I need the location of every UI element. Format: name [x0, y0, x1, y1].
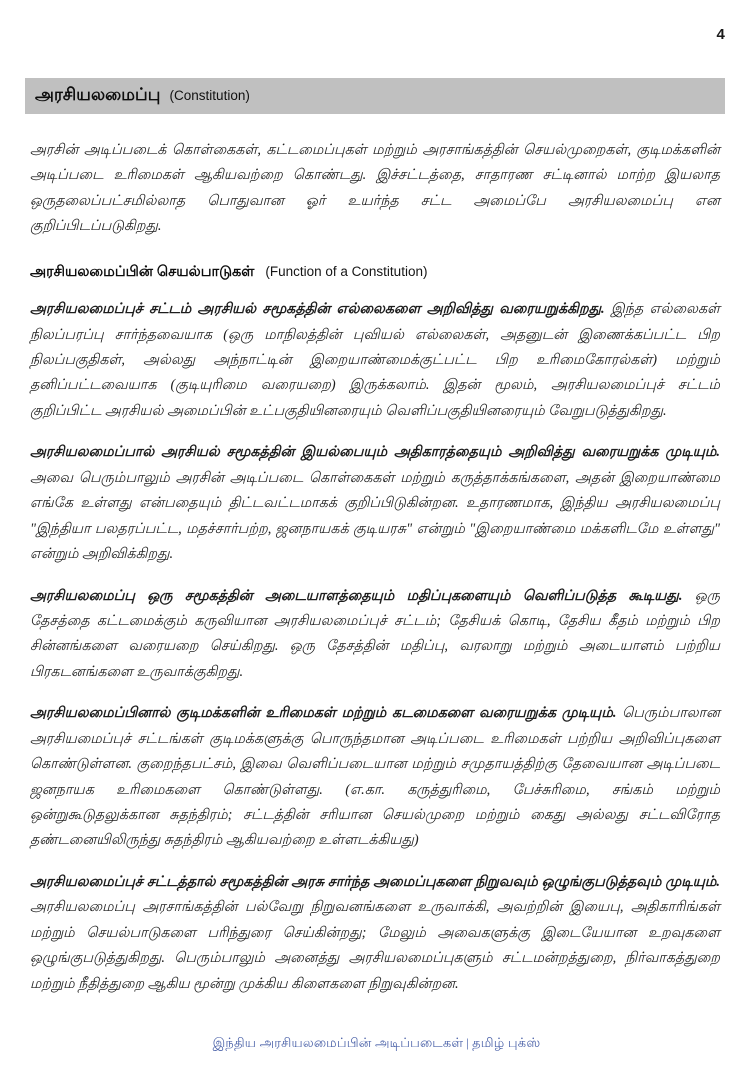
section-title-tamil: அரசியலமைப்பு — [35, 85, 161, 104]
function-body: அவை பெரும்பாலும் அரசின் அடிப்படை கொள்கைகள் மற்றும் கருத்தாக்கங்களை, அதன் இறையாண்மை எங்கே உள்ளது என்பதையும் திட்டவட்டமாகக் குறிப்பிடுகின்றன. உதாரணமாக, இந்திய அரசியலமைப்பு "இந்தியா பலதரப்பட்ட, மதச்சார்பற்ற, ஜனநாயகக் குடியரசு" என்றும் "இறையாண்மை மக்களிடமே உள்ளது" என்றும் அறிவிக்கிறது. — [30, 469, 720, 563]
function-body: பெரும்பாலான அரசியமைப்புச் சட்டங்கள் குடிமக்களுக்கு பொருந்தமான அடிப்படை உரிமைகள் பற்றிய அறிவிப்புகளை கொண்டுள்ளன. குறைந்தபட்சம், இவை வெளிப்படையான மற்றும் சமுதாயத்திற்கு தேவையான அடிப்படை ஜனநாயக உரிமைகளை கொண்டுள்ளது. (எ.கா. கருத்துரிமை, பேச்சுரிமை, சங்கம் மற்றும் ஒன்றுகூடுதலுக்கான சுதந்திரம்; சட்டத்தின் சரியான செயல்முறை மற்றும் கைது அல்லது சட்டவிரோத தண்டனையிலிருந்து சுதந்திரம் ஆகியவற்றை உள்ளடக்கியது) — [30, 705, 720, 849]
intro-paragraph: அரசின் அடிப்படைக் கொள்கைகள், கட்டமைப்புகள் மற்றும் அரசாங்கத்தின் செயல்முறைகள், குடிமக்களின் அடிப்படை உரிமைகள் ஆகியவற்றை கொண்டது. இச்சட்டத்தை, சாதாரண சட்டினால் மாற்ற இயலாத ஒருதலைப்பட்சமில்லாத பொதுவான ஓர் உயர்ந்த சட்ட அமைப்பே அரசியலமைப்பு என குறிப்பிடப்படுகிறது. — [30, 142, 720, 235]
subsection-heading — [30, 262, 725, 281]
function-paragraph — [25, 870, 725, 997]
function-lead: அரசியலமைப்புச் சட்டத்தால் சமூகத்தின் அரசு சார்ந்த அமைப்புகளை நிறுவவும் ஒழுங்குபடுத்தவும் முடியும். — [30, 873, 720, 890]
function-lead: அரசியலமைப்பால் அரசியல் சமூகத்தின் இயல்பையும் அதிகாரத்தையும் அறிவித்து வரையறுக்க முடியும். — [30, 444, 720, 461]
function-lead: அரசியலமைப்புச் சட்டம் அரசியல் சமூகத்தின் எல்லைகளை அறிவித்து வரையறுக்கிறது. — [30, 301, 605, 318]
function-paragraph — [25, 297, 725, 424]
page-number: 4 — [716, 26, 725, 43]
function-paragraph — [25, 440, 725, 567]
function-lead: அரசியலமைப்பு ஒரு சமூகத்தின் அடையாளத்தையும் மதிப்புகளையும் வெளிப்படுத்த கூடியது. — [30, 587, 683, 604]
function-body: இந்த எல்லைகள் நிலப்பரப்பு சார்ந்தவையாக (ஒரு மாநிலத்தின் புவியல் எல்லைகள், அதனுடன் இணைக்கப்பட்ட பிற நிலப்பகுதிகள், அல்லது அந்நாட்டின் இறையாண்மைக்குட்பட்ட பிற உரிமைகோரல்கள்) மற்றும் தனிப்பட்டவையாக (குடியுரிமை வரையறை) இருக்கலாம். இதன் மூலம், அரசியலமைப்புச் சட்டம் குறிப்பிட்ட அரசியல் அமைப்பின் உட்பகுதியினரையும் வெளிப்பகுதியினரையும் வேறுபடுத்துகிறது. — [30, 301, 720, 419]
function-paragraph — [25, 584, 725, 686]
footer-book-title: இந்திய அரசியலமைப்பின் அடிப்படைகள் — [212, 1035, 464, 1050]
section-title-english: (Constitution) — [169, 88, 250, 103]
function-lead: அரசியலமைப்பினால் குடிமக்களின் உரிமைகள் மற்றும் கடமைகளை வரையறுக்க முடியும். — [30, 705, 617, 722]
page-footer — [0, 1035, 753, 1052]
footer-separator: | — [466, 1035, 470, 1050]
footer-publisher: தமிழ் புக்ஸ் — [472, 1035, 541, 1050]
page-content — [25, 78, 725, 1013]
function-body: ஒரு தேசத்தை கட்டமைக்கும் கருவியான அரசியலமைப்புச் சட்டம்; தேசியக் கொடி, தேசிய கீதம் மற்றும் பிற சின்னங்களை வரையறை செய்கிறது. ஒரு தேசத்தின் மதிப்பு, வரலாறு மற்றும் அடையாளம் பற்றிய பிரகடனங்களை உருவாக்குகிறது. — [30, 587, 720, 680]
section-title-bar — [25, 78, 725, 114]
subsection-heading-tamil: அரசியலமைப்பின் செயல்பாடுகள் — [30, 263, 255, 280]
function-paragraph — [25, 701, 725, 854]
function-body: அரசியலமைப்பு அரசாங்கத்தின் பல்வேறு நிறுவனங்களை உருவாக்கி, அவற்றின் இயைபு, அதிகாரிங்கள் மற்றும் செயல்பாடுகளை பரிந்துரை செய்கின்றது; மேலும் அவைகளுக்கு இடையேயான உறவுகளை ஒழுங்குபடுத்துகிறது. பெரும்பாலும் அனைத்து அரசியலமைப்புகளும் சட்டமன்றத்துறை, நிர்வாகத்துறை மற்றும் நீதித்துறை ஆகிய மூன்று முக்கிய கிளைகளை நிறுவுகின்றன. — [30, 899, 720, 992]
subsection-heading-english: (Function of a Constitution) — [265, 263, 428, 279]
